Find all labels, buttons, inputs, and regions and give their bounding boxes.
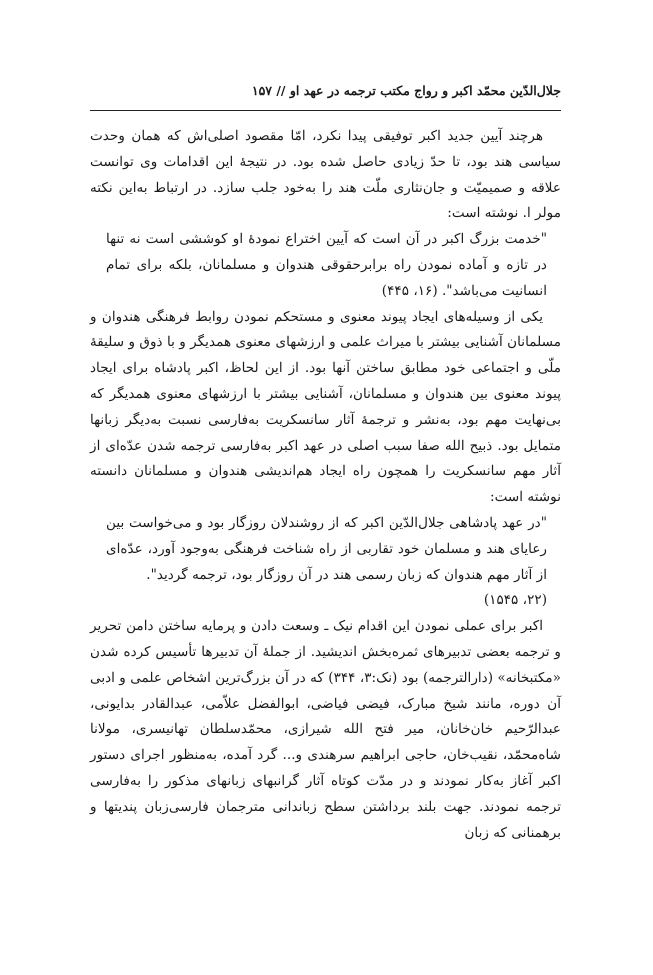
paragraph: هرچند آیین جدید اکبر توفیقی پیدا نکرد، امّا مقصود اصلی‌اش که همان وحدت سیاسی هند بود، تا حدّ زیادی حاصل شده بود. در نتیجۀ این اقدامات وی توانست علاقه و صمیمیّت و جان‌نثاری ملّت هند را به‌خود جلب سازد. در ارتباط به‌این نکته مولر ا. نوشته است: (90, 128, 561, 222)
paragraph: اکبر برای عملی نمودن این اقدام نیک ـ وسعت دادن و پرمایه ساختن دامن تحریر و ترجمه بعضی تدبیرهای ثمره‌بخش اندیشید. از جملۀ آن تدبیرها تأسیس کرده شدن «مکتبخانه» (دارالترجمه) بود (نک:۳، ۳۴۴) که در آن بزرگ‌ترین اشخاص علمی و ادبی آن دوره، مانند شیخ مبارک، فیضی فیاضی، ابوالفضل علاّمی، عبدالقادر بدایونی، عبدالرّحیم خان‌خانان، میر فتح الله شیرازی، محمّدسلطان تهانیسری، مولانا شاه‌محمّد، نقیب‌خان، حاجی ابراهیم سرهندی و... گرد آمده، به‌منظور اجرای دستور اکبر آغاز به‌کار نمودند و در مدّت کوتاه آثار گرانبهای زبانهای مذکور را به‌فارسی ترجمه نمودند. جهت بلند برداشتن سطح زباندانی مترجمان فارسی‌زبان پندیتها و برهمنانی که زبان (90, 618, 561, 841)
block-quote: "در عهد پادشاهی جلال‌الدّین اکبر که از روشندلان روزگار بود و می‌خواست بین رعایای هند و مسلمان خود تقاربی از راه شناخت فرهنگی به‌وجود آورد، عدّه‌ای از آثار مهم هندوان که زبان رسمی هند در آن روزگار بود، ترجمه گردید". (106, 514, 547, 583)
header-rule (90, 110, 561, 111)
running-header: جلال‌الدّین محمّد اکبر و رواج مکتب ترجمه در عهد او // ۱۵۷ (251, 83, 561, 98)
paragraph: یکی از وسیله‌های ایجاد پیوند معنوی و مستحکم نمودن روابط فرهنگی هندوان و مسلمانان آشنایی بیشتر با میراث علمی و ارزشهای معنوی همدیگر و با ذوق و سلیقۀ ملّی و اجتماعی خود مطابق ساختن آنها بود. از این لحاظ، اکبر پادشاه برای ایجاد پیوند معنوی بین هندوان و مسلمانان، آشنایی بیشتر با ارزشهای معنوی همدیگر که بی‌نهایت مهم بود، به‌نشر و ترجمۀ آثار سانسکریت به‌فارسی نسبت به‌دیگر زبانها متمایل بود. ذبیح الله صفا سبب اصلی در عهد اکبر به‌فارسی ترجمه شدن عدّه‌ای از آثار مهم سانسکریت را همچون راه ایجاد هم‌اندیشی هندوان و مسلمانان دانسته نوشته است: (90, 308, 561, 506)
block-quote: "خدمت بزرگ اکبر در آن است که آیین اختراع نمودۀ او کوششی است نه تنها در تازه و آماده نمودن راه برابرحقوقی هندوان و مسلمانان، بلکه برای تمام انسانیت می‌باشد". (۱۶، ۴۴۵) (106, 231, 547, 299)
quote-citation: (۲۲، ۱۵۴۵) (483, 592, 547, 609)
body-text (90, 124, 561, 846)
